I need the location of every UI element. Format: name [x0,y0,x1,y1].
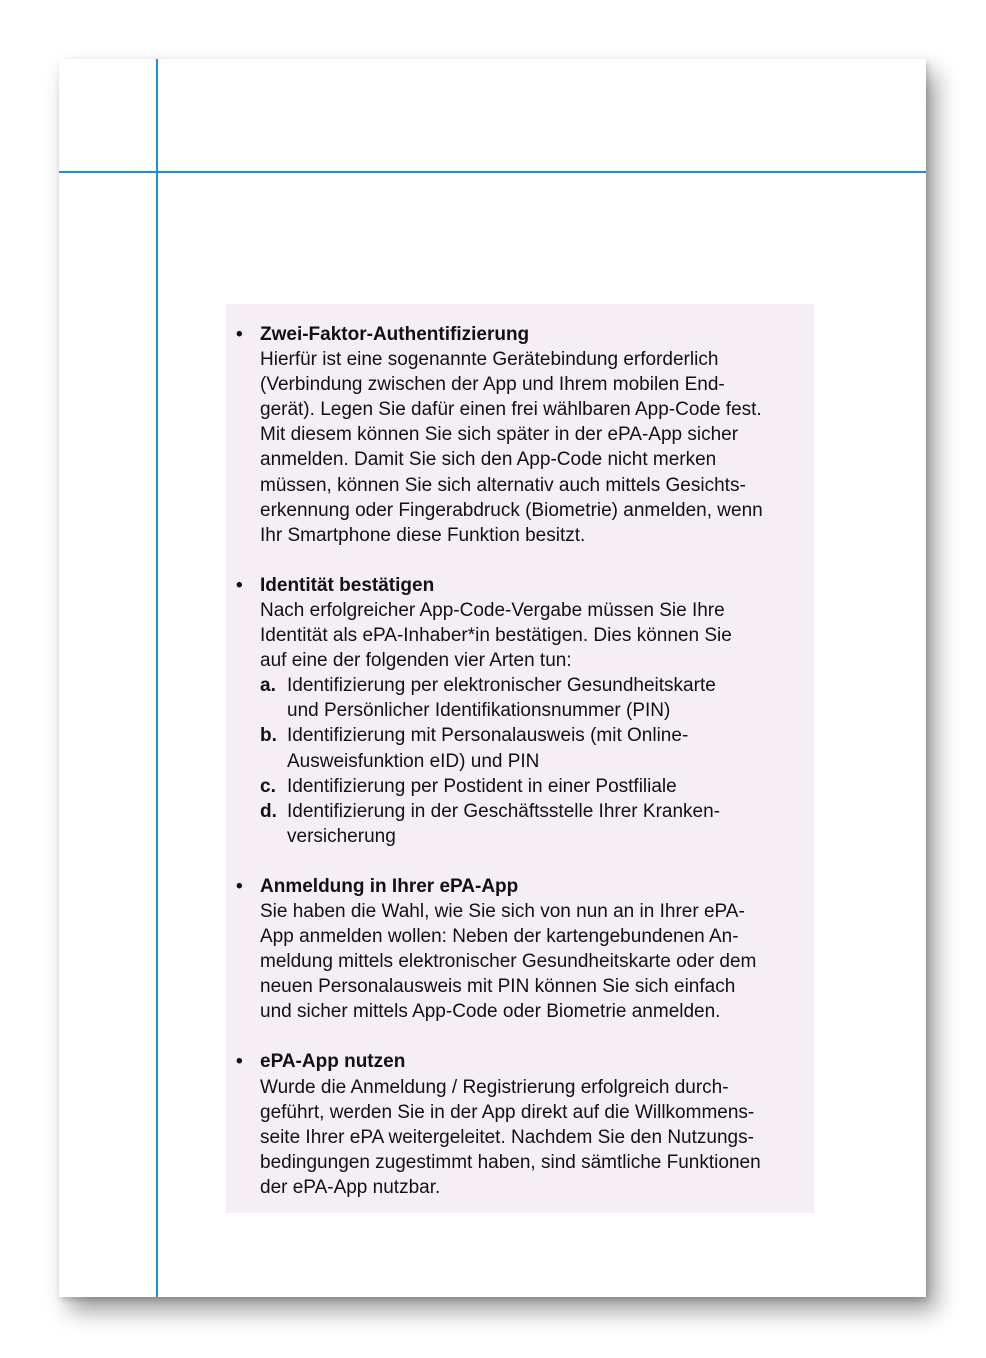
margin-guide-horizontal [59,171,926,173]
bullet: • [236,574,243,596]
document-page [59,59,926,1297]
section-two-factor-auth [236,322,806,548]
body-line: anmelden. Damit Sie sich den App-Code nicht merken [260,449,717,471]
bullet: • [236,875,243,897]
section-title: Anmeldung in Ihrer ePA-App [260,875,519,897]
body-line: meldung mittels elektronischer Gesundheitskarte oder dem [260,951,757,973]
option-a [260,673,806,723]
body-line: Ihr Smartphone diese Funktion besitzt. [260,524,586,546]
option-line: Identifizierung per Postident in einer Postfiliale [287,775,677,797]
bullet: • [236,324,243,345]
info-box-content [236,322,806,1225]
section-title: Identität bestätigen [260,574,435,596]
body-line: Mit diesem können Sie sich später in der ePA-App sicher [260,424,739,446]
body-line: auf eine der folgenden vier Arten tun: [260,650,572,672]
option-letter: b. [260,725,277,747]
bullet: • [236,1051,243,1073]
body-line: gerät). Legen Sie dafür einen frei wählbaren App-Code fest. [260,399,762,421]
option-line: Identifizierung per elektronischer Gesundheitskarte [287,675,716,697]
option-letter: a. [260,675,276,697]
option-line: versicherung [287,825,396,847]
option-line: Ausweisfunktion eID) und PIN [287,750,540,772]
section-use-app [236,1049,806,1200]
body-line: Hierfür ist eine sogenannte Gerätebindung erforderlich [260,349,719,371]
option-d [260,799,806,849]
body-line: neuen Personalausweis mit PIN können Sie sich einfach [260,976,736,998]
section-login-app [236,874,806,1025]
body-line: (Verbindung zwischen der App und Ihrem mobilen End- [260,374,725,396]
body-line: Sie haben die Wahl, wie Sie sich von nun an in Ihrer ePA- [260,900,745,922]
body-line: und sicher mittels App-Code oder Biometrie anmelden. [260,1001,721,1023]
option-line: Identifizierung mit Personalausweis (mit Online- [287,725,689,747]
margin-guide-vertical [156,59,158,1297]
body-line: bedingungen zugestimmt haben, sind sämtliche Funktionen [260,1151,761,1173]
body-line: müssen, können Sie sich alternativ auch mittels Gesichts- [260,474,746,496]
body-line: erkennung oder Fingerabdruck (Biometrie) anmelden, wenn [260,499,763,521]
body-line: Nach erfolgreicher App-Code-Vergabe müssen Sie Ihre [260,599,725,621]
body-line: geführt, werden Sie in der App direkt auf die Willkommens- [260,1101,755,1123]
body-line: seite Ihrer ePA weitergeleitet. Nachdem Sie den Nutzungs- [260,1126,754,1148]
section-title: ePA-App nutzen [260,1051,406,1073]
option-letter: d. [260,800,277,822]
body-line: App anmelden wollen: Neben der kartengebundenen An- [260,926,739,948]
body-line: Identität als ePA-Inhaber*in bestätigen. Dies können Sie [260,625,732,647]
info-box [226,304,814,1213]
body-line: der ePA-App nutzbar. [260,1176,441,1198]
option-c [260,774,806,799]
section-title: Zwei-Faktor-Authentifizierung [260,324,530,345]
section-confirm-identity [236,573,806,849]
option-letter: c. [260,775,276,797]
option-b [260,723,806,773]
option-line: und Persönlicher Identifikationsnummer (PIN) [287,700,671,722]
option-line: Identifizierung in der Geschäftsstelle Ihrer Kranken- [287,800,720,822]
body-line: Wurde die Anmeldung / Registrierung erfolgreich durch- [260,1076,729,1098]
